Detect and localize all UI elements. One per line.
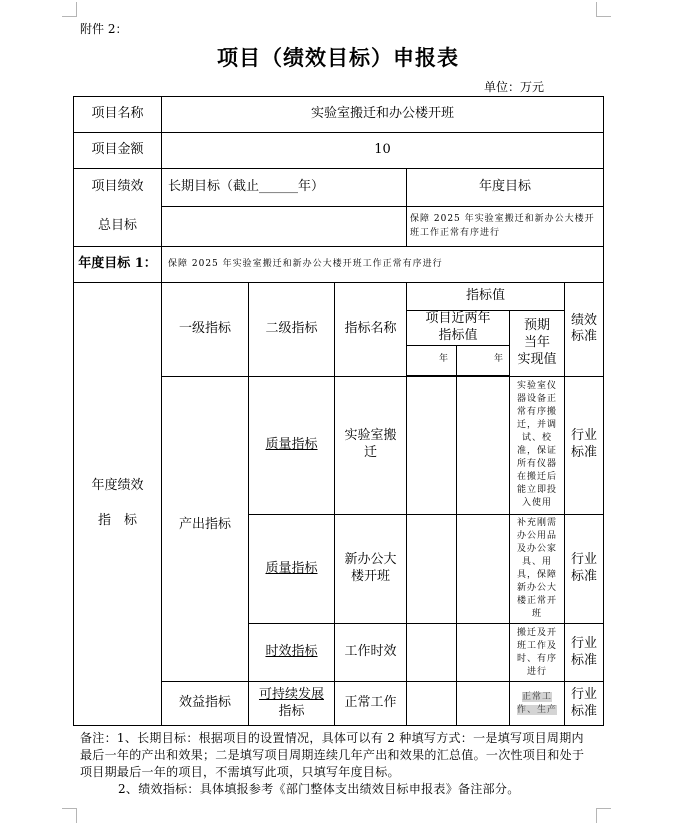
row3-expected[interactable]: 搬迁及开班工作及时、有序进行: [510, 624, 565, 682]
annual-goal-1-label: 年度目标 1：: [74, 247, 162, 283]
row3-year-b[interactable]: [457, 624, 510, 682]
project-name-label: 项目名称: [74, 97, 162, 133]
annual-goal-1-value[interactable]: 保障 2025 年实验室搬迁和新办公大楼开班工作正常有序进行: [162, 247, 604, 283]
benefit-indicator-label: 效益指标: [162, 682, 249, 726]
row2-standard-line1: 行业: [571, 552, 598, 568]
project-name-value[interactable]: 实验室搬迁和办公楼开班: [162, 97, 604, 133]
overall-goal-label-bottom: 总目标: [74, 207, 162, 247]
header-level1: 一级指标: [162, 283, 249, 377]
header-year-a: 年: [407, 345, 457, 375]
row2-name-line1: 新办公大: [344, 552, 397, 568]
crop-mark-top-left: [62, 2, 77, 17]
header-indicator-name: 指标名称: [335, 283, 407, 377]
header-expected-line2: 当年: [523, 334, 550, 350]
note-1: 备注：1、长期目标：根据项目的设置情况，具体可以有 2 种填写方式：一是填写项目周期内最后一年的产出和效果；二是填写项目周期连续几年产出和效果的汇总值。一次性项目和处于项目期最后一年的项目，不需填写此项，只填写年度目标。: [80, 731, 585, 779]
row2-year-b[interactable]: [457, 514, 510, 623]
note-2: 2、绩效指标：具体填报参考《部门整体支出绩效目标申报表》备注部分。: [118, 782, 520, 796]
row3-standard-line1: 行业: [571, 635, 598, 651]
header-standard-line2: 标准: [571, 329, 598, 345]
row2-name-line2: 楼开班: [350, 568, 390, 584]
attachment-label: 附件 2：: [80, 22, 128, 36]
header-recent-two-years: [407, 311, 510, 346]
row2-level2: 质量指标: [249, 514, 335, 623]
row1-year-a[interactable]: [407, 376, 457, 514]
row1-name-line2: 迁: [363, 445, 377, 461]
row3-level2: 时效指标: [249, 624, 335, 682]
row4-indicator-name: 正常工作: [335, 682, 407, 726]
crop-mark-bottom-left: [62, 808, 77, 823]
row4-level2-line1: 可持续发展: [258, 686, 324, 702]
annual-performance-label-line1: 年度绩效: [91, 478, 144, 494]
row4-expected[interactable]: [510, 682, 565, 726]
header-indicator-value: 指标值: [407, 283, 565, 311]
row4-expected-highlight: 正常工作、生产: [516, 691, 557, 715]
crop-mark-bottom-right: [596, 808, 611, 823]
header-expected-value: [510, 311, 565, 377]
notes-section: [80, 730, 596, 798]
row4-year-a[interactable]: [407, 682, 457, 726]
header-recent-line1: 项目近两年: [425, 311, 491, 326]
row3-standard: [565, 624, 604, 682]
row4-level2-line2: 指标: [278, 703, 305, 719]
row4-standard-line2: 标准: [571, 703, 598, 719]
output-indicator-label: 产出指标: [162, 376, 249, 681]
row1-indicator-name: [335, 376, 407, 514]
project-amount-label: 项目金额: [74, 133, 162, 169]
row3-year-a[interactable]: [407, 624, 457, 682]
annual-goal-label: 年度目标: [407, 169, 604, 207]
header-level2: 二级指标: [249, 283, 335, 377]
row4-level2: [249, 682, 335, 726]
performance-goal-form: [73, 96, 604, 726]
row1-name-line1: 实验室搬: [344, 428, 397, 444]
header-recent-line2: 指标值: [438, 327, 478, 343]
row4-standard: [565, 682, 604, 726]
row1-year-b[interactable]: [457, 376, 510, 514]
page-title: 项目（绩效目标）申报表: [217, 45, 459, 70]
annual-performance-label: [74, 283, 162, 726]
row1-standard-line1: 行业: [571, 428, 598, 444]
row2-year-a[interactable]: [407, 514, 457, 623]
row4-year-b[interactable]: [457, 682, 510, 726]
row2-standard-line2: 标准: [571, 568, 598, 584]
project-amount-value[interactable]: 10: [162, 133, 604, 169]
row2-indicator-name: [335, 514, 407, 623]
row1-level2: 质量指标: [249, 376, 335, 514]
annual-performance-label-line2: 指 标: [97, 513, 137, 529]
unit-label: 单位：万元: [484, 80, 545, 94]
header-expected-line1: 预期: [523, 318, 550, 334]
header-standard-line1: 绩效: [571, 312, 598, 328]
long-term-goal-value[interactable]: [162, 207, 407, 247]
long-term-goal-label: 长期目标（截止______年）: [162, 169, 407, 207]
row4-standard-line1: 行业: [571, 686, 598, 702]
row1-expected[interactable]: 实验室仪器设备正常有序搬迁，并调试、校准，保证所有仪器在搬迁后能立即投入使用: [510, 376, 565, 514]
annual-goal-value[interactable]: 保障 2025 年实验室搬迁和新办公大楼开班工作正常有序进行: [407, 207, 604, 247]
row3-indicator-name: 工作时效: [335, 624, 407, 682]
header-year-b: 年: [457, 345, 510, 375]
header-standard: [565, 283, 604, 377]
row3-standard-line2: 标准: [571, 652, 598, 668]
row2-expected[interactable]: 补充刚需办公用品及办公家具、用具，保障新办公大楼正常开班: [510, 514, 565, 623]
overall-goal-label-top: 项目绩效: [74, 169, 162, 207]
row2-standard: [565, 514, 604, 623]
row1-standard: [565, 376, 604, 514]
row1-standard-line2: 标准: [571, 445, 598, 461]
header-expected-line3: 实现值: [517, 351, 557, 367]
crop-mark-top-right: [596, 2, 611, 17]
